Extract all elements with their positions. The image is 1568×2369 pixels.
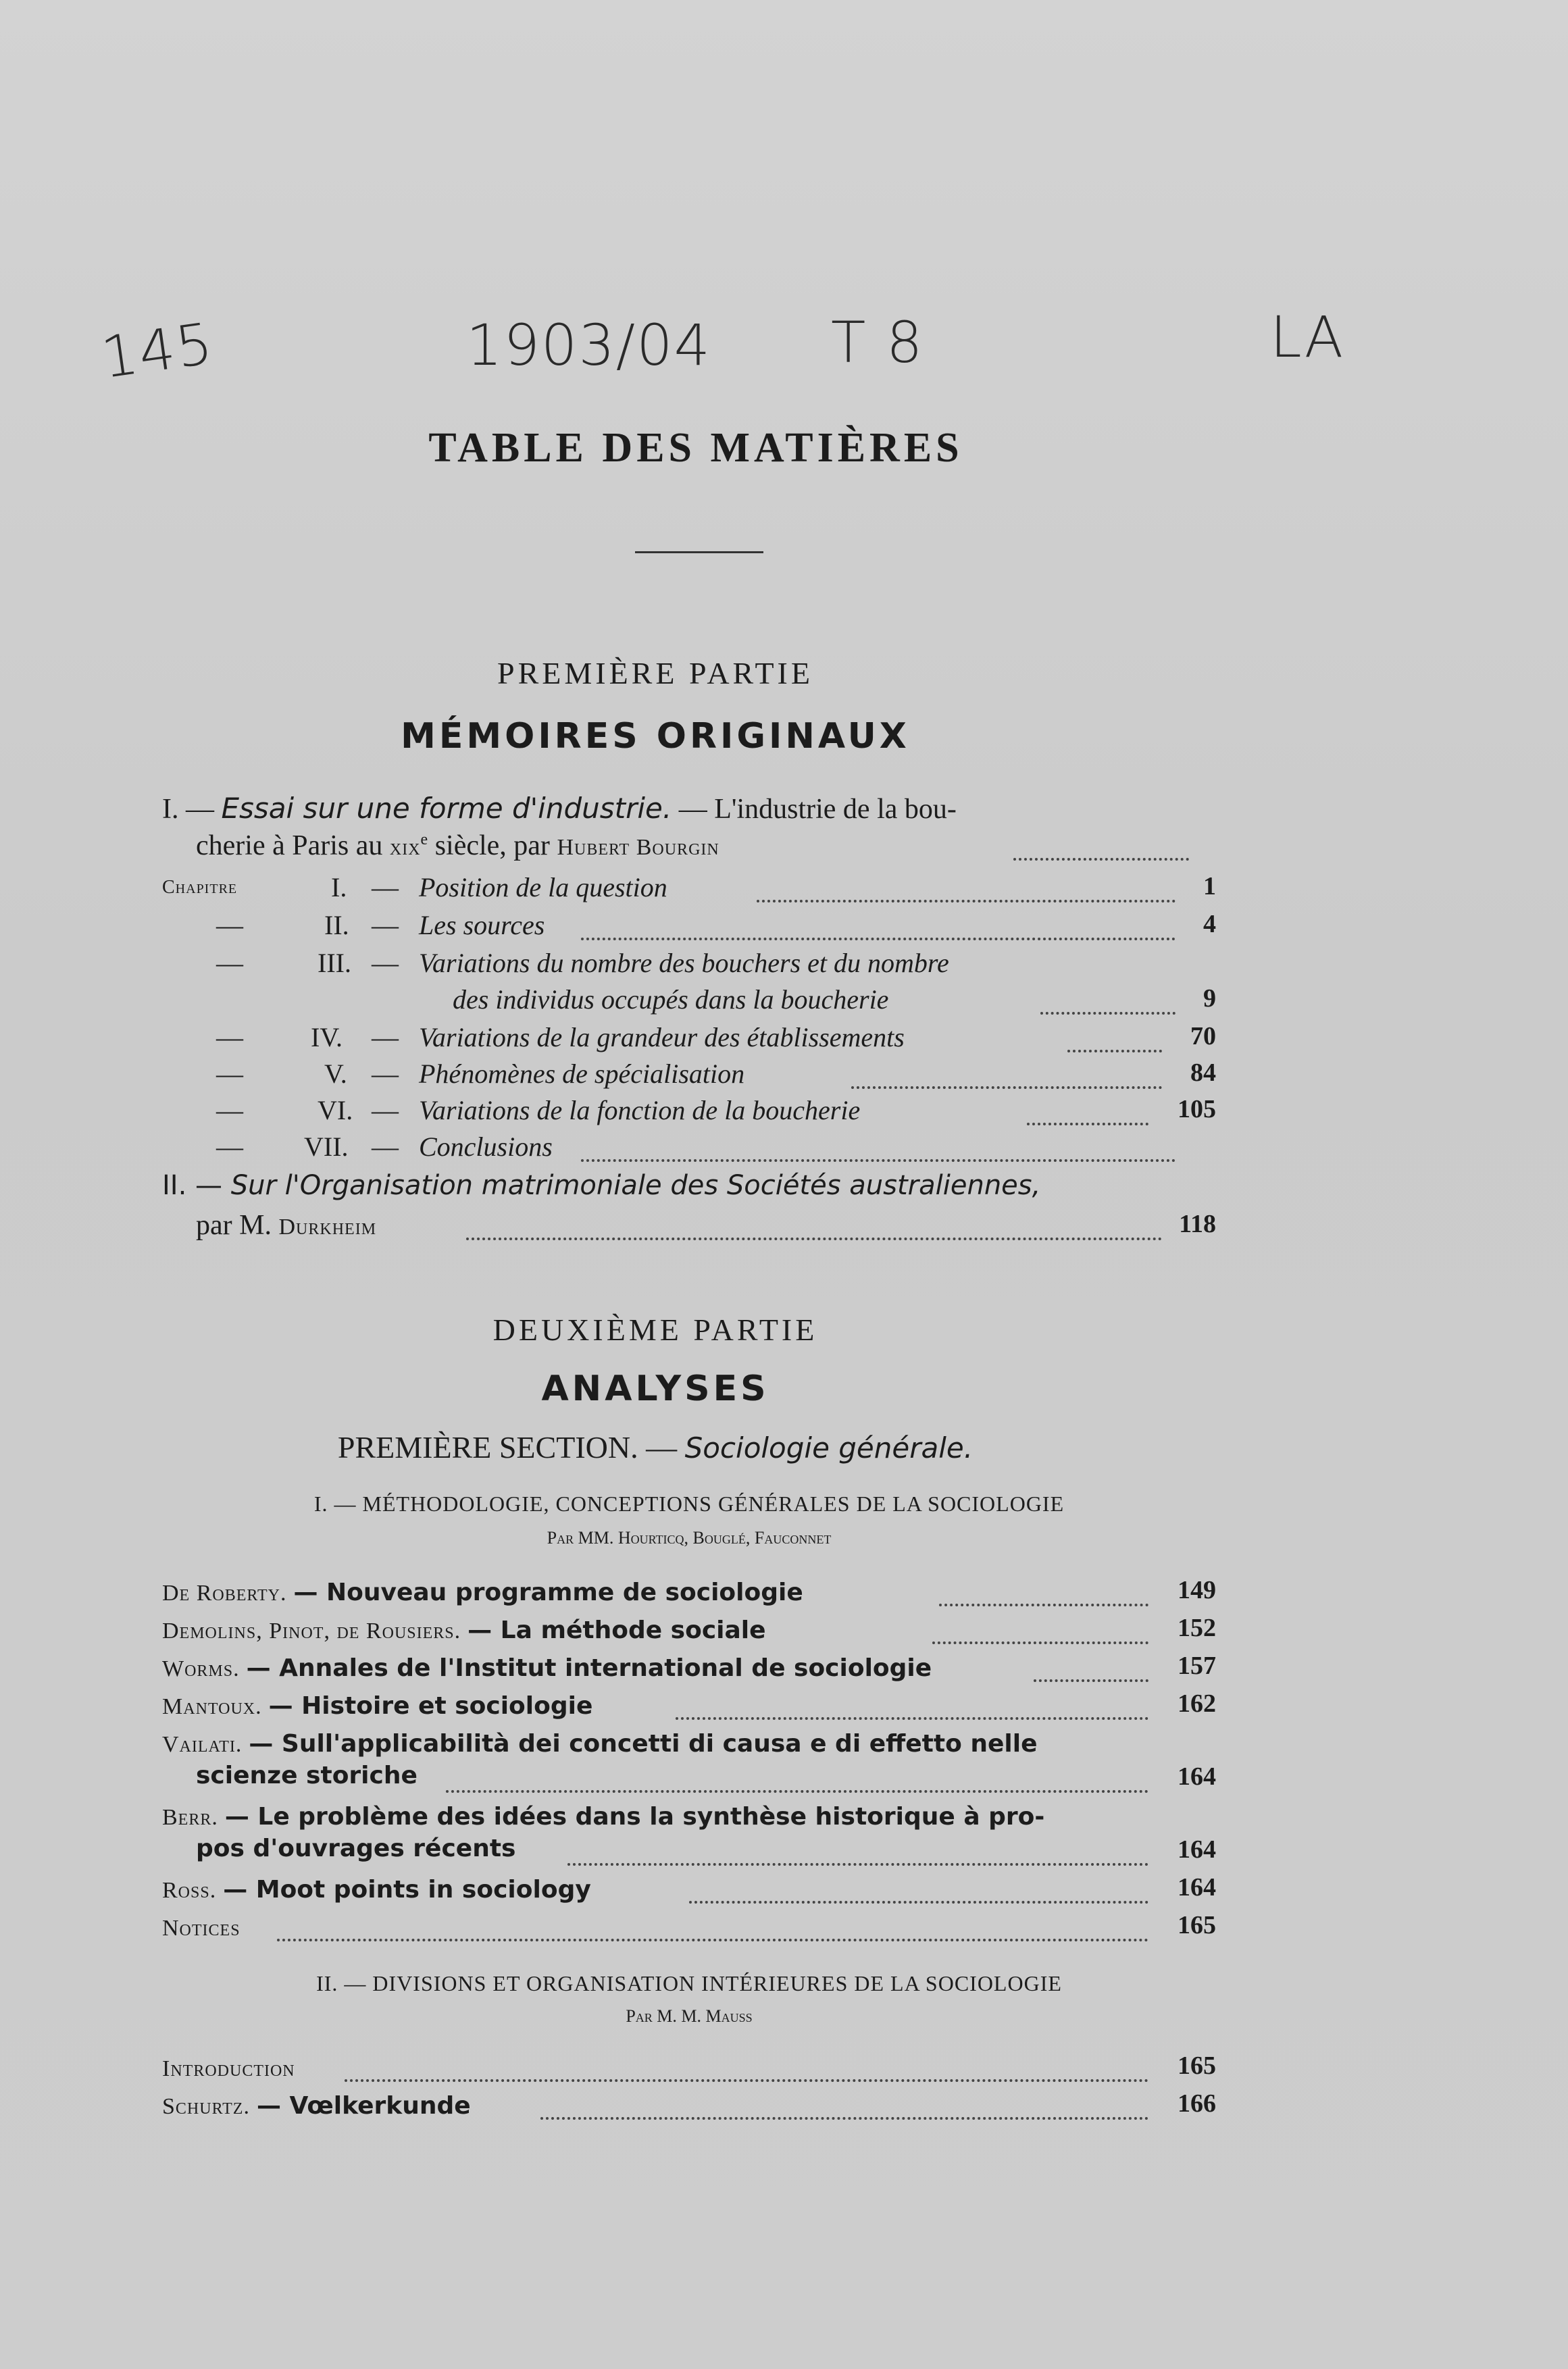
leader-dots — [466, 1231, 1162, 1240]
review-entry — [162, 1651, 1216, 1689]
review-entry — [162, 1689, 1216, 1727]
century: xix — [389, 835, 421, 860]
page-number: 165 — [1178, 1911, 1216, 1939]
chapter-number: I. — [331, 872, 347, 902]
reviewed-title: — Sull'applicabilità dei concetti di causa e di effetto nelle — [249, 1730, 1038, 1758]
chapter-title: Phénomènes de spécialisation — [419, 1059, 745, 1089]
leader-dots — [1027, 1116, 1148, 1125]
review-entry-cont — [162, 1762, 1216, 1800]
leader-dots — [345, 2072, 1148, 2082]
review-entry — [162, 1873, 1216, 1910]
leader-dots — [1034, 1673, 1148, 1682]
leader-dots — [277, 1932, 1148, 1941]
handwritten-tome: T 8 — [831, 309, 924, 376]
reviewed-author: Ross. — [162, 1878, 217, 1903]
part1-heading: MÉMOIRES ORIGINAUX — [401, 716, 910, 757]
leader-dots — [1067, 1043, 1162, 1052]
toc-entry-1-line1 — [162, 792, 1216, 830]
author: Hubert Bourgin — [557, 835, 719, 860]
reviewed-author: Worms. — [162, 1656, 240, 1681]
chapter-line: — II. — Les sources 4 — [216, 910, 1216, 940]
chapter-line: — V. — Phénomènes de spécialisation 84 — [216, 1059, 1216, 1089]
toc-entry-2-line1 — [162, 1170, 1216, 1208]
chapter-number: VII. — [304, 1131, 349, 1162]
section-subject: Sociologie générale. — [684, 1431, 973, 1464]
entry-title-cont: — L'industrie de la bou- — [678, 794, 957, 825]
chapter-number: VI. — [318, 1095, 353, 1125]
reviewed-author: Schurtz. — [162, 2094, 250, 2119]
page-number: 1 — [1203, 872, 1216, 900]
leader-dots — [932, 1635, 1148, 1644]
leader-dots — [676, 1710, 1148, 1720]
part2-heading: ANALYSES — [541, 1369, 769, 1409]
page-number: 105 — [1178, 1095, 1216, 1123]
review-entry-cont — [162, 1835, 1216, 1873]
toc-entry-2-line2 — [196, 1209, 1216, 1247]
review-entry — [162, 1575, 1216, 1613]
chapter-title: Variations du nombre des bouchers et du nombre — [419, 948, 949, 978]
handwritten-year: 1903/04 — [466, 312, 711, 378]
page-number: 164 — [1178, 1873, 1216, 1902]
chapter-label: Chapitre — [162, 877, 238, 898]
review-entry — [162, 2051, 1216, 2089]
review-entry — [162, 1910, 1216, 1948]
page-number: 162 — [1178, 1689, 1216, 1718]
leader-dots — [540, 2110, 1148, 2120]
leader-dots — [939, 1597, 1148, 1606]
part1-label: PREMIÈRE PARTIE — [497, 656, 813, 690]
page-number: 84 — [1190, 1059, 1216, 1087]
ditto-dash: — — [216, 1022, 243, 1052]
superscript: e — [420, 831, 428, 848]
reviewed-author: Vailati. — [162, 1732, 243, 1757]
reviewed-author: Mantoux. — [162, 1694, 262, 1719]
reviewed-title: — Annales de l'Institut international de sociologie — [246, 1654, 932, 1682]
section-label: PREMIÈRE SECTION. — — [337, 1430, 678, 1464]
reviewed-title-cont: scienze storiche — [196, 1762, 418, 1789]
reviewed-title: — Nouveau programme de sociologie — [293, 1579, 803, 1606]
leader-dots — [757, 893, 1175, 902]
chapter-line: — VII. — Conclusions — [162, 1131, 1216, 1169]
review-entry — [162, 1613, 1216, 1651]
review-entry — [162, 1800, 1216, 1837]
leader-dots — [689, 1894, 1148, 1904]
chapter-title: Variations de la grandeur des établissements — [419, 1022, 905, 1052]
subsection-authors: Par MM. Hourticq, Bouglé, Fauconnet — [547, 1528, 832, 1548]
chapter-number: V. — [324, 1059, 347, 1089]
leader-dots — [446, 1783, 1148, 1793]
reviewed-author: De Roberty. — [162, 1581, 287, 1606]
subsection-authors: Par M. M. Mauss — [626, 2006, 753, 2026]
chapter-title: Conclusions — [419, 1131, 553, 1162]
handwritten-code: LA — [1270, 304, 1345, 370]
leader-dots — [851, 1079, 1162, 1089]
reviewed-author: Notices — [162, 1916, 241, 1941]
reviewed-author: Demolins, Pinot, de Rousiers. — [162, 1619, 461, 1644]
ditto-dash: — — [216, 948, 243, 978]
chapter-title-cont: des individus occupés dans la boucherie — [453, 984, 889, 1015]
chapter-number: II. — [324, 910, 349, 940]
page-number: 118 — [1179, 1210, 1216, 1238]
entry-number: II. — — [162, 1170, 223, 1201]
subsection-title: I. — MÉTHODOLOGIE, CONCEPTIONS GÉNÉRALES DE LA SOCIOLOGIE — [313, 1492, 1065, 1516]
reviewed-title: — Vœlkerkunde — [256, 2092, 471, 2120]
chapter-title: Les sources — [419, 910, 545, 940]
leader-dots — [1013, 851, 1189, 861]
chapter-title: Position de la question — [419, 872, 667, 902]
leader-dots — [567, 1856, 1148, 1866]
chapter-number: III. — [318, 948, 351, 978]
entry-number: I. — — [162, 794, 214, 825]
chapter-number: IV. — [311, 1022, 343, 1052]
leader-dots — [1040, 1005, 1175, 1015]
ditto-dash: — — [216, 1095, 243, 1125]
page-number: 149 — [1178, 1576, 1216, 1604]
entry-title: Sur l'Organisation matrimoniale des Sociétés australiennes, — [230, 1170, 1041, 1201]
page-number: 9 — [1203, 984, 1216, 1013]
reviewed-title-cont: pos d'ouvrages récents — [196, 1835, 516, 1862]
chapter-line: Chapitre I. — Position de la question 1 — [162, 872, 1216, 902]
page-number: 4 — [1203, 910, 1216, 938]
page-number: 164 — [1178, 1762, 1216, 1791]
toc-entry-1-line2 — [196, 830, 1216, 867]
leader-dots — [581, 1152, 1175, 1162]
title-rule — [635, 551, 763, 553]
entry-text: cherie à Paris au — [196, 830, 390, 861]
ditto-dash: — — [216, 910, 243, 940]
chapter-line: — III. — Variations du nombre des bouchers et du nombre — [216, 948, 949, 978]
reviewed-title: — Le problème des idées dans la synthèse historique à pro- — [224, 1803, 1045, 1831]
chapter-title: Variations de la fonction de la boucherie — [419, 1095, 861, 1125]
page-number: 157 — [1178, 1652, 1216, 1680]
review-entry — [162, 1727, 1216, 1764]
review-entry — [162, 2089, 1216, 2126]
reviewed-author: Introduction — [162, 2056, 295, 2081]
author: Durkheim — [278, 1215, 377, 1240]
ditto-dash: — — [216, 1131, 243, 1162]
entry-text: par M. — [196, 1210, 279, 1241]
page-number: 152 — [1178, 1614, 1216, 1642]
reviewed-title: — La méthode sociale — [467, 1616, 766, 1644]
handwritten-number: 145 — [97, 309, 218, 392]
page-number: 164 — [1178, 1835, 1216, 1864]
part2-label: DEUXIÈME PARTIE — [492, 1313, 818, 1347]
reviewed-author: Berr. — [162, 1805, 218, 1830]
page-number: 165 — [1178, 2052, 1216, 2080]
page-title: TABLE DES MATIÈRES — [428, 425, 963, 471]
leader-dots — [581, 931, 1175, 940]
chapter-line: — VI. — Variations de la fonction de la boucherie 105 — [216, 1095, 1216, 1125]
reviewed-title: — Moot points in sociology — [223, 1876, 591, 1904]
chapter-line-cont — [162, 984, 1216, 1021]
entry-title: Essai sur une forme d'industrie. — [221, 792, 672, 825]
reviewed-title: — Histoire et sociologie — [268, 1692, 593, 1720]
entry-text: siècle, par — [428, 830, 557, 861]
chapter-line: — IV. — Variations de la grandeur des établissements 70 — [216, 1022, 1216, 1052]
subsection-title: II. — DIVISIONS ET ORGANISATION INTÉRIEURES DE LA SOCIOLOGIE — [316, 1971, 1062, 1995]
page-number: 166 — [1178, 2089, 1216, 2118]
page-number: 70 — [1190, 1022, 1216, 1050]
ditto-dash: — — [216, 1059, 243, 1089]
section-title — [162, 1429, 1148, 1465]
